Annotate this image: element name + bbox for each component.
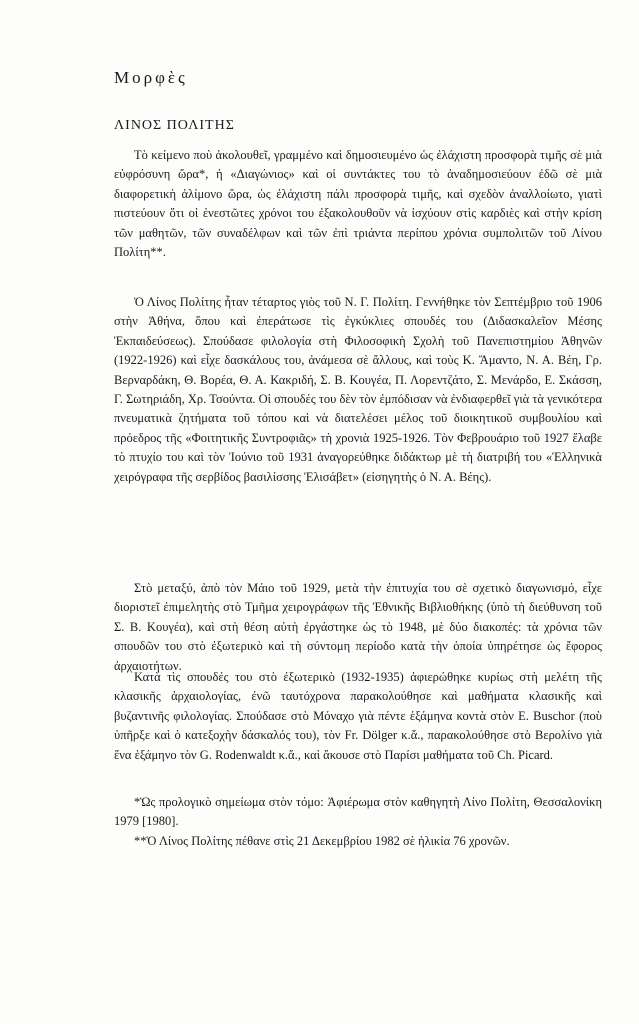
paragraph-intro: Τὸ κείμενο ποὺ ἀκολουθεῖ, γραμμένο καὶ δημοσιευμένο ὡς ἐλάχιστη προσφορὰ τιμῆς σὲ μιὰ εὐφρόσυνη ὥρα*, ἡ «Διαγώνιος» καὶ οἱ συντάκτες του τὸ ἀναδημοσιεύουν ἐδῶ σὲ μιὰ διαφορετικὴ ἀλίμονο ὥρα, ὡς ἐλάχιστη πάλι προσφορὰ τιμῆς, καὶ σχεδὸν ἀναλλοίωτο, γιατὶ πιστεύουν ὅτι οἱ ἐνεστῶτες χρόνοι του ἐξακολουθοῦν νὰ ἰσχύουν στὶς καρδιὲς καὶ στὴν κρίση τῶν μαθητῶν, τῶν συναδέλφων καὶ τῶν ἐπὶ τριάντα περίπου χρόνια συμπολιτῶν τοῦ Λίνου Πολίτη**. <box>114 148 602 260</box>
paragraph-library-career: Στὸ μεταξύ, ἀπὸ τὸν Μάιο τοῦ 1929, μετὰ τὴν ἐπιτυχία του σὲ σχετικὸ διαγωνισμό, εἶχε διοριστεῖ ἐπιμελητὴς στὸ Τμῆμα χειρογράφων τῆς Ἐθνικῆς Βιβλιοθήκης (ὑπὸ τὴ διεύθυνση τοῦ Σ. Β. Κουγέα), καὶ στὴ θέση αὐτὴ ἐργάστηκε ὡς τὸ 1948, μὲ δύο διακοπές: τὰ χρόνια τῶν σπουδῶν του στὸ ἐξωτερικὸ καὶ τὴ σύντομη περίοδο κατὰ τὴν ὁποία ὑπηρέτησε ὡς ἔφορος ἀρχαιοτήτων. <box>114 581 602 673</box>
footnote-1: *Ὡς προλογικὸ σημείωμα στὸν τόμο: Ἀφιέρωμα στὸν καθηγητὴ Λίνο Πολίτη, Θεσσαλονίκη 1979 [1980]. <box>114 795 602 829</box>
footnote-2: **Ὁ Λίνος Πολίτης πέθανε στὶς 21 Δεκεμβρίου 1982 σὲ ἡλικία 76 χρονῶν. <box>134 833 510 848</box>
running-head: Μορφὲς <box>114 68 188 87</box>
paragraph-biography: Ὁ Λίνος Πολίτης ἦταν τέταρτος γιὸς τοῦ Ν. Γ. Πολίτη. Γεννήθηκε τὸν Σεπτέμβριο τοῦ 1906 στὴν Ἀθήνα, ὅπου καὶ ἐπεράτωσε τὶς ἐγκύκλιες σπουδές του (Διδασκαλεῖον Μέσης Ἐκπαιδεύσεως). Σπούδασε φιλολογία στὴ Φιλοσοφικὴ Σχολὴ τοῦ Πανεπιστημίου Ἀθηνῶν (1922-1926) καὶ εἶχε δασκάλους του, ἀνάμεσα σὲ ἄλλους, καὶ τοὺς Κ. Ἄμαντο, Ν. Α. Βέη, Γρ. Βερναρδάκη, Θ. Βορέα, Θ. Α. Κακριδή, Σ. Β. Κουγέα, Π. Λορεντζάτο, Σ. Μενάρδο, Ε. Σκάσση, Γ. Σωτηριάδη, Χρ. Τσούντα. Οἱ σπουδές του δὲν τὸν ἐμπόδισαν νὰ ἐνδιαφερθεῖ γιὰ τὰ γενικότερα πνευματικὰ ζητήματα τοῦ τόπου καὶ νὰ διατελέσει μέλος τοῦ διοικητικοῦ συμβουλίου καὶ πρόεδρος τῆς «Φοιτητικῆς Συντροφιᾶς» τὴ χρονιὰ 1925-1926. Τὸν Φεβρουάριο τοῦ 1927 ἔλαβε τὸ πτυχίο του καὶ τὸν Ἰούνιο τοῦ 1931 ἀναγορεύθηκε διδάκτωρ μὲ τὴ διατριβή του «Ἑλληνικὰ χειρόγραφα τῆς σερβίδος βασιλίσσης Ἐλισάβετ» (εἰσηγητὴς ὁ Ν. Α. Βέης). <box>114 295 602 484</box>
footnotes <box>114 793 602 851</box>
paragraph-studies-abroad: Κατὰ τὶς σπουδές του στὸ ἐξωτερικὸ (1932-1935) ἀφιερώθηκε κυρίως στὴ μελέτη τῆς κλασικῆς ἀρχαιολογίας, ἐνῶ ταυτόχρονα παρακολούθησε καὶ μαθήματα κλασικῆς καὶ βυζαντινῆς φιλολογίας. Σπούδασε στὸ Μόναχο γιὰ πέντε ἑξάμηνα κοντὰ στὸν E. Buschor (ποὺ ὑπῆρξε καὶ ὁ κατεξοχὴν δάσκαλός του), τὸν Fr. Dölger κ.ἄ., παρακολούθησε στὸ Βερολίνο γιὰ ἕνα ἑξάμηνο τὸν G. Rodenwaldt κ.ἄ., καὶ ἄκουσε στὸ Παρίσι μαθήματα τοῦ Ch. Picard. <box>114 670 602 762</box>
article-title: ΛΙΝΟΣ ΠΟΛΙΤΗΣ <box>114 118 235 133</box>
